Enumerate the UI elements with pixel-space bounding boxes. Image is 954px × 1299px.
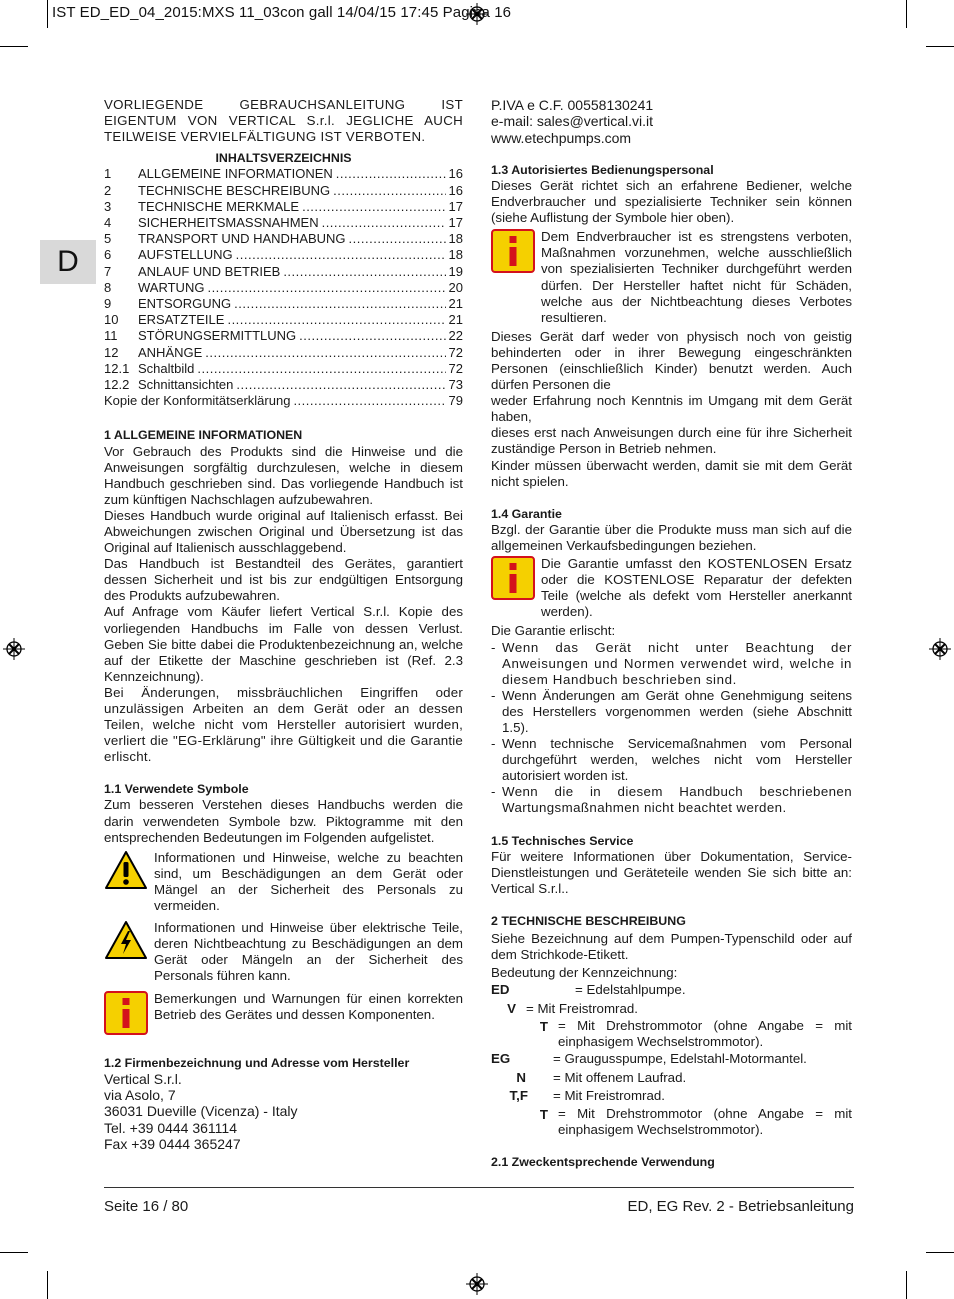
paragraph: Auf Anfrage vom Käufer liefert Vertical S.r.l. Kopie des vorliegenden Handbuchs im Falle von dessen Verlust. Geben Sie bitte dabei die Produktenbezeichnung an, welche auf der Etikette der Maschine geschrieben ist (Ref. 2.3 Kennzeichnung). bbox=[104, 604, 463, 684]
document-title: ED, EG Rev. 2 - Betriebsanleitung bbox=[627, 1198, 854, 1215]
copyright-notice: VORLIEGENDE GEBRAUCHSANLEITUNG IST EIGENTUM VON VERTICAL S.r.l. JEGLICHE AUCH TEILWEISE VERVIELFÄLTIGUNG IST VERBOTEN. bbox=[104, 97, 463, 145]
page-number: Seite 16 / 80 bbox=[104, 1198, 189, 1215]
toc-entry[interactable]: 11 STÖRUNGSERMITTLUNG ..... 22 bbox=[104, 328, 463, 344]
symbol-warning-text: Informationen und Hinweise, welche zu beachten sind, um Beschädigungen an dem Gerät oder Mängel an der Sicherheit des Personals zu vermeiden. bbox=[154, 849, 463, 914]
section-heading: 2 TECHNISCHE BESCHREIBUNG bbox=[491, 913, 686, 928]
language-tab: D bbox=[40, 240, 96, 284]
paragraph: Dieses Gerät darf weder von physisch noch von geistig behinderten oder in ihrer Bewegung eingeschränkten Personen (einschließlich Kinder) benutzt werden. Auch dürfen Personen die bbox=[491, 328, 852, 393]
left-column bbox=[104, 97, 463, 1152]
paragraph: dieses erst nach Anweisungen durch eine für ihre Sicherheit zuständige Person in Betrieb nehmen. bbox=[491, 425, 852, 457]
warning-icon bbox=[104, 850, 148, 890]
address-line: Tel. +39 0444 361114 bbox=[104, 1119, 237, 1136]
toc-entry[interactable]: 3 TECHNISCHE MERKMALE ..... 17 bbox=[104, 199, 463, 215]
crop-mark bbox=[906, 0, 907, 28]
symbol-electric-row bbox=[104, 920, 463, 984]
toc-entry[interactable]: 12.2 Schnittansichten ..... 73 bbox=[104, 377, 463, 393]
code-entry: T = Mit Drehstrommotor (ohne Angabe = mit einphasigem Wechselstrommotor). bbox=[539, 1018, 852, 1050]
registration-mark-icon bbox=[929, 638, 951, 660]
toc-entry[interactable]: 4 SICHERHEITSMASSNAHMEN ..... 17 bbox=[104, 215, 463, 231]
toc-entry[interactable]: Kopie der Konformitätserklärung ..... 79 bbox=[104, 393, 463, 409]
paragraph: Dieses Gerät richtet sich an erfahrene Bediener, welche Endverbraucher und spezialisierte Techniker sein können (siehe Auflistung der Symbole hier oben). bbox=[491, 177, 852, 226]
registration-mark-icon bbox=[466, 1273, 488, 1295]
table-of-contents bbox=[104, 166, 463, 409]
toc-entry[interactable]: 2 TECHNISCHE BESCHREIBUNG ..... 16 bbox=[104, 183, 463, 199]
toc-entry[interactable]: 9 ENTSORGUNG ..... 21 bbox=[104, 296, 463, 312]
info-note-text: Die Garantie umfasst den KOSTENLOSEN Ersatz oder die KOSTENLOSE Reparatur der defekten Teile (welche als defekt vom Hersteller anerkannt werden). bbox=[541, 556, 852, 620]
paragraph: Bei Änderungen, missbräuchlichen Eingriffen oder unzulässigen Arbeiten an dem Gerät oder an dessen Teilen, welche nicht vom Hersteller autorisiert wurden, verliert die "EG-Erklärung" ihre Gültigkeit und die Garantie erlischt. bbox=[104, 684, 463, 765]
paragraph: Kinder müssen überwacht werden, damit sie mit dem Gerät nicht spielen. bbox=[491, 457, 852, 489]
info-icon bbox=[491, 229, 535, 273]
crop-mark bbox=[0, 46, 28, 47]
toc-entry[interactable]: 10 ERSATZTEILE ..... 21 bbox=[104, 312, 463, 328]
section-heading: 1 ALLGEMEINE INFORMATIONEN bbox=[104, 428, 303, 443]
print-slug: IST ED_ED_04_2015:MXS 11_03con gall 14/04/15 17:45 Pagina 16 bbox=[52, 4, 512, 21]
section-heading: 1.1 Verwendete Symbole bbox=[104, 782, 249, 797]
toc-entry[interactable]: 12 ANHÄNGE ..... 72 bbox=[104, 345, 463, 361]
code-entry: T = Mit Drehstrommotor (ohne Angabe = mit einphasigem Wechselstrommotor). bbox=[539, 1105, 852, 1137]
info-icon bbox=[491, 556, 535, 600]
section-heading: 1.5 Technisches Service bbox=[491, 833, 634, 848]
address-line: 36031 Dueville (Vicenza) - Italy bbox=[104, 1103, 298, 1120]
symbol-info-text: Bemerkungen und Warnungen für einen korrekten Betrieb des Gerätes und dessen Komponenten. bbox=[154, 990, 463, 1022]
info-note bbox=[491, 229, 852, 326]
toc-entry[interactable]: 12.1 Schaltbild ..... 72 bbox=[104, 361, 463, 377]
paragraph: weder Erfahrung noch Kenntnis im Umgang mit dem Gerät haben, bbox=[491, 393, 852, 425]
address-line: Fax +39 0444 365247 bbox=[104, 1135, 241, 1152]
crop-mark bbox=[47, 1271, 48, 1299]
symbol-warning-row bbox=[104, 850, 463, 914]
paragraph: Bzgl. der Garantie über die Produkte muss man sich auf die allgemeinen Verkaufsbedingungen beziehen. bbox=[491, 521, 852, 553]
crop-mark bbox=[0, 1252, 28, 1253]
crop-mark bbox=[47, 0, 48, 28]
symbol-electric-text: Informationen und Hinweise über elektrische Teile, deren Nichtbeachtung zu Beschädigungen an dem Gerät oder Mängeln an der Sicherheit des Personals führen kann. bbox=[154, 920, 463, 984]
address-line: via Asolo, 7 bbox=[104, 1087, 176, 1103]
email-link[interactable]: e-mail: sales@vertical.vi.it bbox=[491, 113, 654, 130]
crop-mark bbox=[906, 1271, 907, 1299]
list-item: - Wenn die in diesem Handbuch beschriebenen Wartungsmaßnahmen nicht beachtet werden. bbox=[491, 784, 852, 816]
crop-mark bbox=[926, 1252, 954, 1253]
paragraph: Vor Gebrauch des Produkts sind die Hinweise und die Anweisungen sorgfältig durchzulesen, welche in diesem Handbuch geschrieben sind. Das vorliegende Handbuch ist zum künftigen Nachschlagen aufzubewahren. bbox=[104, 443, 463, 507]
section-heading: 1.3 Autorisiertes Bedienungspersonal bbox=[491, 162, 714, 177]
toc-entry[interactable]: 1 ALLGEMEINE INFORMATIONEN ..... 16 bbox=[104, 166, 463, 182]
info-note-text: Dem Endverbraucher ist es strengstens verboten, Maßnahmen vorzunehmen, welche ausschließlich von spezialisierten Techniker durchgeführt werden dürfen. Der Hersteller haftet nicht für Schäden, welche aus der Nichtbeachtung dieses Verbotes resultieren. bbox=[541, 229, 852, 325]
toc-title: INHALTSVERZEICHNIS bbox=[215, 151, 352, 166]
address-line: Vertical S.r.l. bbox=[104, 1070, 182, 1087]
registration-mark-icon bbox=[3, 638, 25, 660]
info-note bbox=[491, 556, 852, 620]
paragraph: Siehe Bezeichnung auf dem Pumpen-Typenschild oder auf dem Strichkode-Etikett. bbox=[491, 931, 852, 963]
paragraph: Bedeutung der Kennzeichnung: bbox=[491, 965, 678, 981]
code-entry: ED = Edelstahlpumpe. bbox=[491, 982, 686, 998]
code-entry: V = Mit Freistromrad. bbox=[507, 1000, 638, 1016]
symbol-info-row bbox=[104, 991, 463, 1039]
section-heading: 2.1 Zweckentsprechende Verwendung bbox=[491, 1154, 715, 1169]
code-entry: EG = Graugusspumpe, Edelstahl-Motormantel. bbox=[491, 1051, 807, 1067]
paragraph: Dieses Handbuch wurde original auf Italienisch erfasst. Bei Abweichungen zwischen Original und Übersetzung ist das Original auf Italienisch ausschlaggebend. bbox=[104, 507, 463, 556]
info-icon bbox=[104, 991, 148, 1035]
list-item: - Wenn Änderungen am Gerät ohne Genehmigung seitens des Herstellers vorgenommen werden (siehe Abschnitt 1.5). bbox=[491, 687, 852, 735]
list-item: - Wenn das Gerät nicht unter Beachtung der Anweisungen und Normen verwendet wird, welche in diesem Handbuch beschrieben sind. bbox=[491, 639, 852, 687]
address-line: P.IVA e C.F. 00558130241 bbox=[491, 97, 654, 113]
electric-hazard-icon bbox=[104, 920, 148, 960]
footer-rule bbox=[104, 1187, 854, 1188]
paragraph: Das Handbuch ist Bestandteil des Gerätes, garantiert dessen Sicherheit und ist bis zur endgültigen Entsorgung des Produkts aufzubewahren. bbox=[104, 556, 463, 604]
paragraph: Für weitere Informationen über Dokumentation, Service-Dienstleistungen und Geräteteile wenden Sie sich bitte an: Vertical S.r.l.. bbox=[491, 848, 852, 896]
toc-entry[interactable]: 5 TRANSPORT UND HANDHABUNG ..... 18 bbox=[104, 231, 463, 247]
code-entry: T,F = Mit Freistromrad. bbox=[509, 1088, 665, 1104]
section-heading: 1.4 Garantie bbox=[491, 506, 562, 521]
paragraph: Zum besseren Verstehen dieses Handbuchs werden die darin verwendeten Symbole bzw. Piktogramme mit den entsprechenden Bedeutungen im Folgenden aufgelistet. bbox=[104, 797, 463, 845]
website-link[interactable]: www.etechpumps.com bbox=[491, 129, 632, 146]
paragraph: Die Garantie erlischt: bbox=[491, 623, 616, 639]
crop-mark bbox=[926, 46, 954, 47]
code-entry: N = Mit offenem Laufrad. bbox=[516, 1069, 687, 1085]
section-heading: 1.2 Firmenbezeichnung und Adresse vom Hersteller bbox=[104, 1055, 410, 1070]
toc-entry[interactable]: 7 ANLAUF UND BETRIEB ..... 19 bbox=[104, 264, 463, 280]
right-column bbox=[491, 97, 852, 1170]
toc-entry[interactable]: 6 AUFSTELLUNG ..... 18 bbox=[104, 247, 463, 263]
list-item: - Wenn technische Servicemaßnahmen vom Personal durchgeführt werden, welches nicht vom Hersteller autorisiert worden ist. bbox=[491, 736, 852, 784]
toc-entry[interactable]: 8 WARTUNG ..... 20 bbox=[104, 280, 463, 296]
